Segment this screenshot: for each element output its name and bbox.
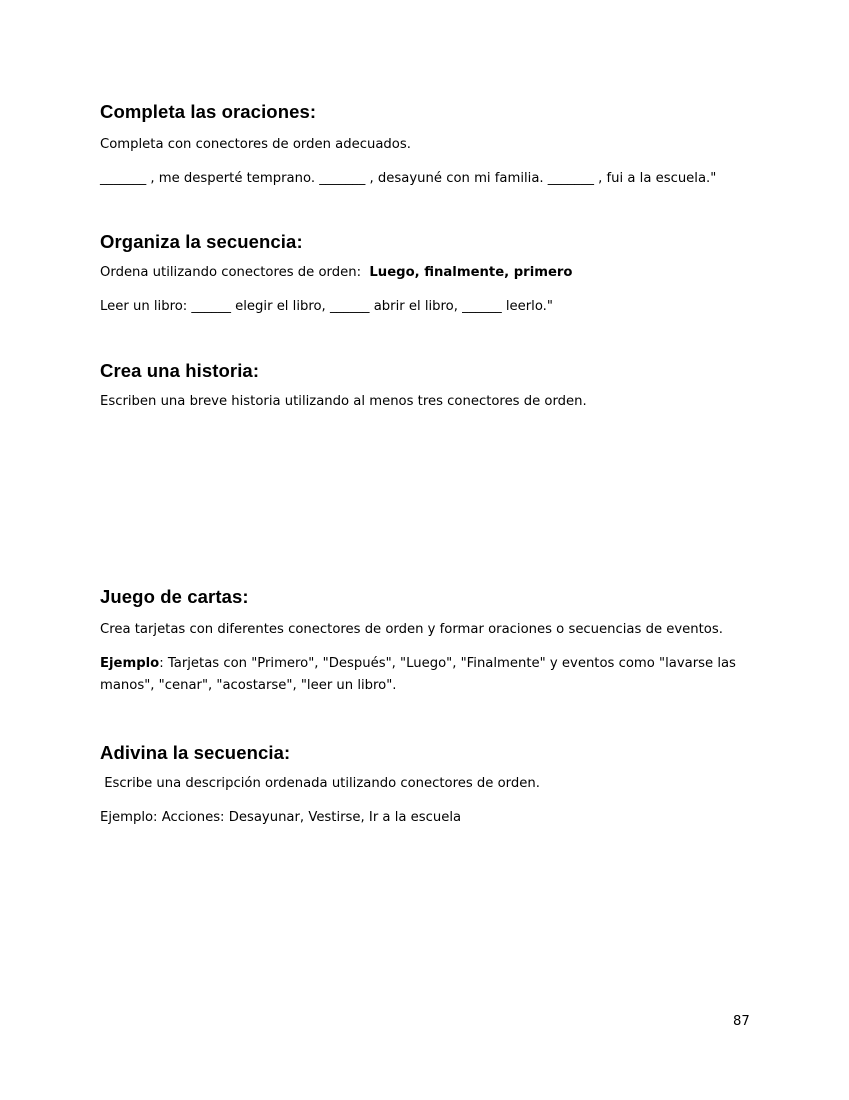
page-number: 87 bbox=[733, 1014, 750, 1029]
section-exercise-completa: _______ , me desperté temprano. _______ , desayuné con mi familia. _______ , fui a la escuela." bbox=[100, 171, 717, 186]
section-instruction-cartas: Crea tarjetas con diferentes conectores de orden y formar oraciones o secuencias de eventos. bbox=[100, 622, 723, 637]
section-exercise-organiza: Leer un libro: ______ elegir el libro, ______ abrir el libro, ______ leerlo." bbox=[100, 299, 553, 314]
section-title-organiza: Organiza la secuencia: bbox=[100, 231, 303, 252]
section-title-cartas: Juego de cartas: bbox=[100, 586, 249, 607]
worksheet-content bbox=[100, 98, 760, 829]
example-label: Ejemplo bbox=[100, 656, 160, 671]
instruction-prefix: Ordena utilizando conectores de orden: bbox=[100, 265, 362, 280]
section-instruction-historia: Escriben una breve historia utilizando al menos tres conectores de orden. bbox=[100, 394, 587, 409]
section-title-completa: Completa las oraciones: bbox=[100, 101, 317, 122]
section-example-cartas bbox=[100, 653, 760, 697]
section-example-adivina: Ejemplo: Acciones: Desayunar, Vestirse, Ir a la escuela bbox=[100, 810, 462, 825]
section-instruction-adivina: Escribe una descripción ordenada utilizando conectores de orden. bbox=[100, 776, 540, 791]
section-instruction-completa: Completa con conectores de orden adecuados. bbox=[100, 137, 411, 152]
section-title-historia: Crea una historia: bbox=[100, 360, 260, 381]
example-text: : Tarjetas con "Primero", "Después", "Luego", "Finalmente" y eventos como "lavarse las manos", "cenar", "acostarse", "leer un libro". bbox=[100, 656, 736, 693]
section-instruction-organiza bbox=[100, 262, 760, 284]
section-title-adivina: Adivina la secuencia: bbox=[100, 742, 291, 763]
instruction-connectors: Luego, finalmente, primero bbox=[369, 265, 573, 280]
